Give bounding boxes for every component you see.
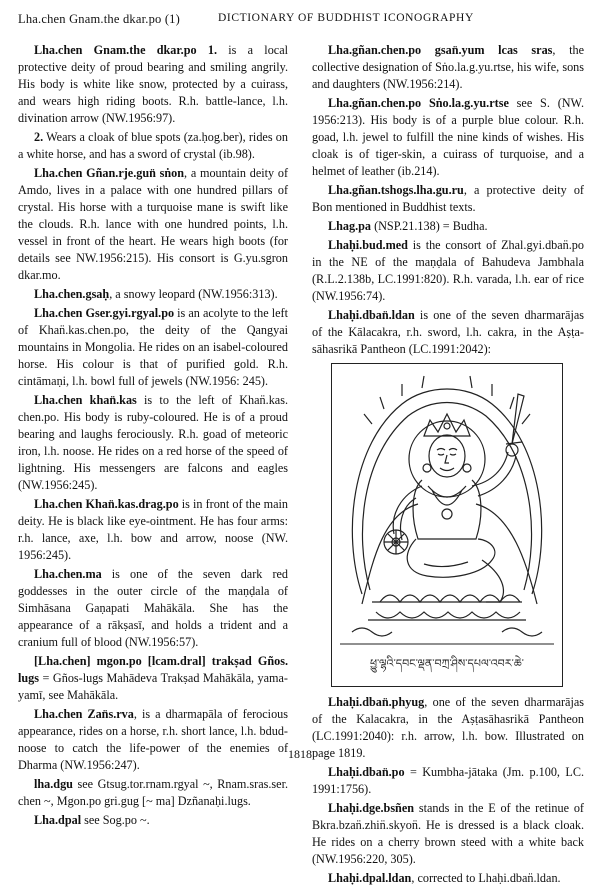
figure-tibetan-caption: ཕྱུ་ལྷའི་དབང་ལྡན་བཀྲ་ཤིས་དཔལ་འབར་ཆེ་ [369,657,525,670]
entry-headword: Lhaḥi.dge.bsñen [328,801,415,815]
entry-text: is the consort of Zhal.gyi.dban̈.po in the NE of the maṇḍala of Bahudeva Jambhala (R.L.2.138b, LC.1991:820). R.h. varada, l.h. ear of rice (NW.1956:74). [312,238,584,303]
entry-text: , one of the seven dharmarājas of the Kalacakra, in the Aṣṭasāhasrikā Pantheon (LC.1991:2040): r.h. arrow, l.h. bow. Illustrated on page 1819. [312,695,584,760]
entry-headword: Lha.chen Gñan.rje.gun̈ sṅon [34,166,185,180]
entry-text: see Sog.po ~. [81,813,150,827]
dictionary-entry [312,218,584,235]
dictionary-entry [312,307,584,358]
left-column [18,42,288,831]
entry-headword: Lha.gñan.tshogs.lha.gu.ru [328,183,464,197]
running-header [18,12,583,30]
entry-headword: Lha.chen.ma [34,567,102,581]
entry-headword: Lhaḥi.dpal.ldan [328,871,412,885]
entry-headword: Lha.chen Gser.gyi.rgyal.po [34,306,175,320]
entry-headword: Lhag.pa [328,219,372,233]
entry-text: is one of the seven dharmarājas of the Kālacakra, r.h. sword, l.h. cakra, in the Aṣṭa-sāhasrikā Pantheon (LC.1991:2042): [312,308,584,356]
entry-text: (NSP.21.138) = Budha. [371,219,488,233]
entry-headword: lha.dgu [34,777,73,791]
dictionary-entry [18,392,288,494]
entry-headword: Lha.gñan.chen.po gsan̈.yum lcas sras [328,43,553,57]
entry-text: is a local protective deity of proud bearing and smiling angrily. His body is white like snow, protected by a cuirass, and wears high riding boots. R.h. battle-lance, l.h. divination arrow (NW.1956:97). [18,43,288,125]
dictionary-entry [18,812,288,829]
entry-text: is one of the seven dark red goddesses in the outer circle of the maṇḍala of Simhāsana Gaṇapati Mahākāla. She has the appearance of a rākṣasī, and holds a trident and a cranium full of blood (NW.1956:57). [18,567,288,649]
dictionary-entry [18,566,288,651]
entry-text: Wears a cloak of blue spots (za.ḥog.ber), rides on a white horse, and has a sword of crystal (ib.98). [18,130,288,161]
dictionary-entry [18,653,288,704]
header-entry-range: Lha.chen Gnam.the dkar.po (1) [18,12,180,26]
dictionary-entry [18,165,288,284]
entry-text: , a protective deity of Bon mentioned in Buddhist texts. [312,183,584,214]
entry-text: , a snowy leopard (NW.1956:313). [109,287,278,301]
entry-headword: Lhaḥi.dban̈.phyug [328,695,425,709]
entry-headword: Lha.chen Gnam.the dkar.po 1. [34,43,217,57]
dictionary-entry [18,305,288,390]
entry-headword: Lha.chen Zan̈s.rva [34,707,134,721]
entry-headword: Lhaḥi.dban̈.po [328,765,405,779]
entry-headword: Lha.chen Khan̈.kas.drag.po [34,497,179,511]
dictionary-entry [18,776,288,810]
dictionary-entry [312,237,584,305]
dictionary-entry [18,706,288,774]
entry-text: is an acolyte to the left of Khan̈.kas.chen.po, the deity of the Qangyai mountains in Mongolia. He rides on an isabel-coloured horse. His colour is that of purified gold. R.h. cintāmaṇi, l.h. bowl full of jewels (NW.1956: 245). [18,306,288,388]
deity-illustration [331,363,563,687]
deity-line-drawing [332,364,562,686]
dictionary-entry [312,800,584,868]
dictionary-entry [312,870,584,887]
page-number: 1818 [288,747,312,761]
entry-text: see S. (NW. 1956:213). His body is of a purple blue colour. R.h. goad, l.h. jewel to fulfill the nine kinds of wishes. His cloak is of tiger-skin, a cuirass of turquoise, and a helmet of leather (ib.214). [312,96,584,178]
entry-text: , the collective designation of Sṅo.la.g.yu.rtse, his wife, sons and daughters (NW.1956:214). [312,43,584,91]
entry-text: see Gtsug.tor.rnam.rgyal ~, Rnam.sras.ser. chen ~, Mgon.po gri.gug [~ ma] Dzñanaḥi.lugs. [18,777,288,808]
entry-headword: 2. [34,130,44,144]
entry-text: , a mountain deity of Amdo, lives in a palace with one hundred pillars of crystal. His horse with a turquoise mane is swift like the clouds. R.h. lance with one hundred points, l.h. vessel in front of the heart. He wears high boots (for details see NW.1956:215). His consort is G.yu.sgron dkar.mo. [18,166,288,282]
entry-headword: Lhaḥi.dban̈.ldan [328,308,415,322]
entry-headword: Lha.chen.gsaḥ [34,287,110,301]
entry-headword: [Lha.chen] mgon.po [lcam.dral] trakṣad Gños. lugs [18,654,288,685]
dictionary-entry [312,95,584,180]
entry-text: = Gños-lugs Mahādeva Trakṣad Mahākāla, yama-yamī, see Mahākāla. [18,671,288,702]
dictionary-entry [18,129,288,163]
entry-text: , corrected to Lhaḥi.dban̈.ldan. [411,871,561,885]
header-dictionary-title: DICTIONARY OF BUDDHIST ICONOGRAPHY [218,12,474,24]
entry-text: is in front of the main deity. He is black like eye-ointment. He has four arms: r.h. lance, axe, l.h. bow and arrow, noose (NW. 1956:245). [18,497,288,562]
dictionary-entry [18,496,288,564]
entry-text: is to the left of Khan̈.kas. chen.po. His body is ruby-coloured. He is of a proud bearing and laughs ferociously. R.h. goad of meteoric iron, l.h. noose. He rides on a red horse of the speed of lightning. His messengers are falcons and eagles (NW.1956:245). [18,393,288,492]
dictionary-entry [18,286,288,303]
dictionary-entry [312,42,584,93]
dictionary-entry [312,764,584,798]
entry-text: , is a dharmapāla of ferocious appearance, rides on a horse, r.h. short lance, l.h. bdud-noose to catch the life-power of the enemies of Dharma (NW.1956:247). [18,707,288,772]
entry-headword: Lha.dpal [34,813,82,827]
entry-headword: Lha.gñan.chen.po Sṅo.la.g.yu.rtse [328,96,509,110]
entry-headword: Lha.chen khan̈.kas [34,393,137,407]
dictionary-entry [312,182,584,216]
entry-headword: Lhaḥi.bud.med [328,238,408,252]
entry-text: stands in the E of the retinue of Bkra.bzan̈.zhin̈.skyon̈. He is dressed is a black cloak. He rides on a cherry brown steed with a white back (NW.1956:220, 305). [312,801,584,866]
dictionary-entry [18,42,288,127]
entry-text: = Kumbha-jātaka (Jm. p.100, LC. 1991:1756). [312,765,584,796]
